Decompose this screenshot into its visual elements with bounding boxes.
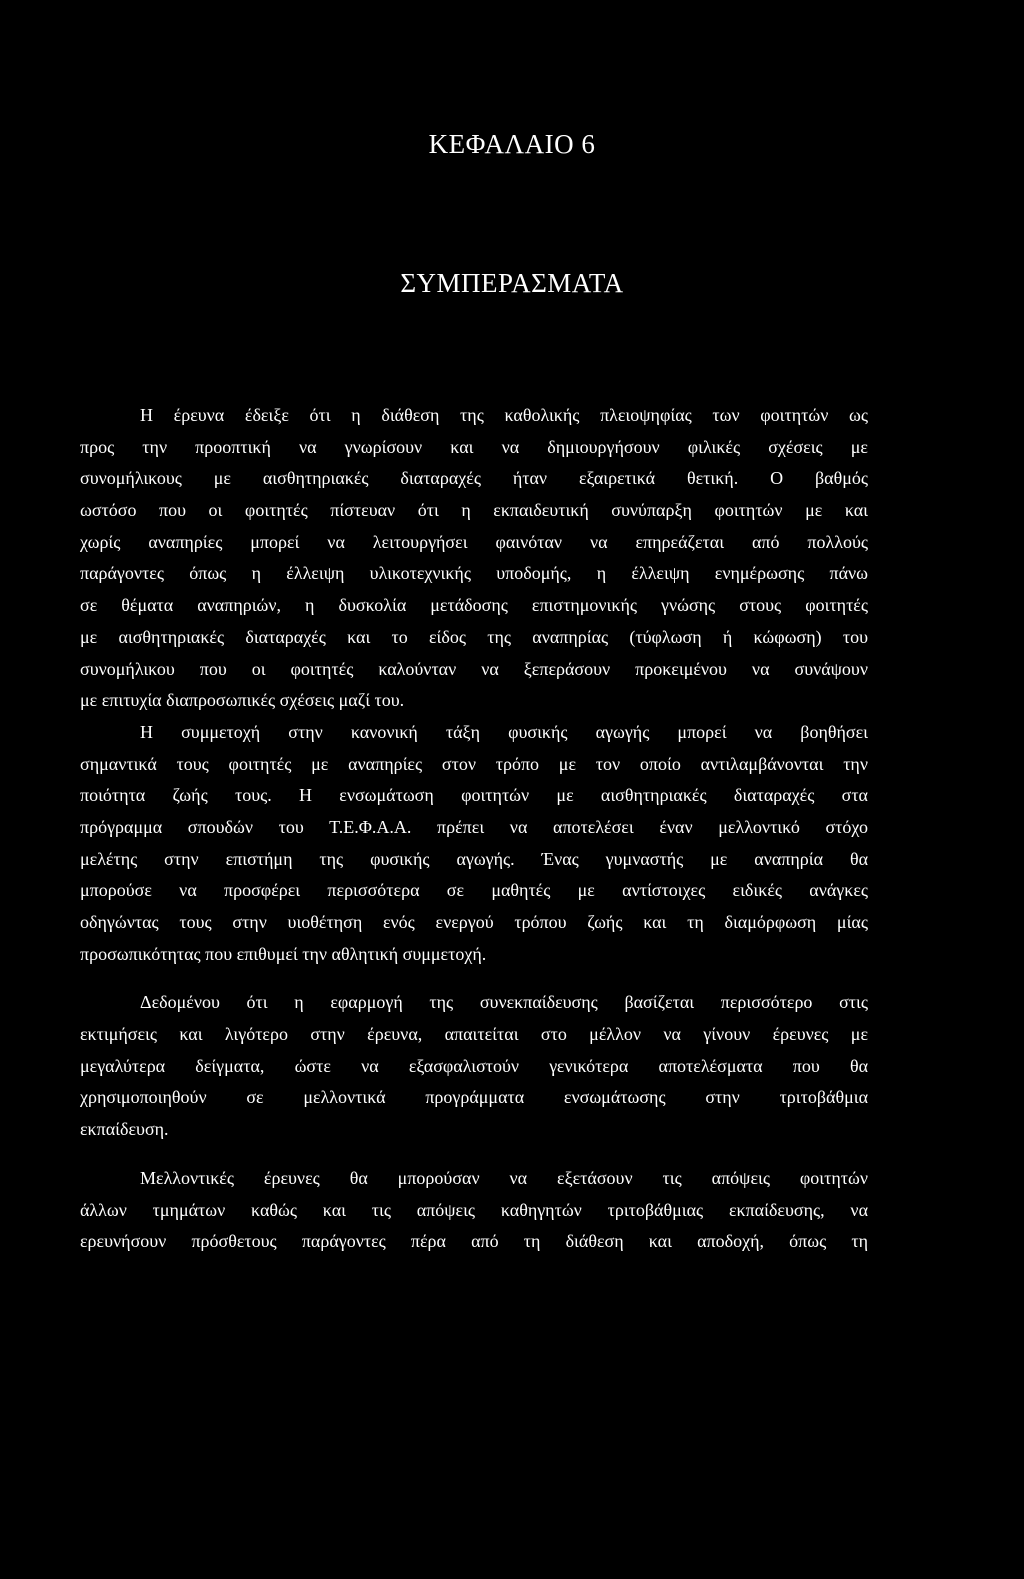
body-text [80, 400, 868, 1258]
paragraph-1 [80, 400, 868, 717]
text-line: χωρίς αναπηρίες μπορεί να λειτουργήσει φαινόταν να επηρεάζεται από πολλούς [80, 531, 868, 552]
text-line: μπορούσε να προσφέρει περισσότερα σε μαθητές με αντίστοιχες ειδικές ανάγκες [80, 880, 868, 901]
chapter-label: ΚΕΦΑΛΑΙΟ 6 [428, 129, 596, 159]
paragraph-4 [80, 1163, 868, 1258]
text-line: Η συμμετοχή στην κανονική τάξη φυσικής αγωγής μπορεί να βοηθήσει [140, 721, 868, 742]
text-line: μελέτης στην επιστήμη της φυσικής αγωγής. Ένας γυμναστής με αναπηρία θα [80, 848, 868, 869]
text-line: εκτιμήσεις και λιγότερο στην έρευνα, απαιτείται στο μέλλον να γίνουν έρευνες με [80, 1024, 868, 1045]
paragraph-2 [80, 717, 868, 971]
text-line: οδηγώντας τους στην υιοθέτηση ενός ενεργού τρόπου ζωής και τη διαμόρφωση μίας [80, 912, 868, 932]
chapter-title: ΣΥΜΠΕΡΑΣΜΑΤΑ [400, 268, 624, 298]
text-line: με επιτυχία διαπροσωπικές σχέσεις μαζί του. [80, 690, 405, 711]
text-line: εκπαίδευση. [80, 1119, 169, 1140]
text-line: σε θέματα αναπηριών, η δυσκολία μετάδοσης επιστημονικής γνώσης στους φοιτητές [80, 595, 868, 616]
paragraph-spacer [80, 970, 868, 987]
text-line: Η έρευνα έδειξε ότι η διάθεση της καθολικής πλειοψηφίας των φοιτητών ως [140, 405, 868, 425]
text-line: προσωπικότητας που επιθυμεί την αθλητική συμμετοχή. [80, 943, 487, 964]
text-line: συνομήλικους με αισθητηριακές διαταραχές ήταν εξαιρετικά θετική. Ο βαθμός [80, 468, 868, 489]
text-line: ωστόσο που οι φοιτητές πίστευαν ότι η εκπαιδευτική συνύπαρξη φοιτητών με και [80, 500, 868, 521]
text-line: Δεδομένου ότι η εφαρμογή της συνεκπαίδευσης βασίζεται περισσότερο στις [140, 992, 868, 1013]
text-line: προς την προοπτική να γνωρίσουν και να δημιουργήσουν φιλικές σχέσεις με [80, 436, 868, 457]
paragraph-spacer [80, 1146, 868, 1163]
text-line: ερευνήσουν πρόσθετους παράγοντες πέρα από τη διάθεση και αποδοχή, όπως τη [80, 1231, 868, 1252]
paragraph-3 [80, 987, 868, 1145]
text-line: συνομήλικου που οι φοιτητές καλούνταν να ξεπεράσουν προκειμένου να συνάψουν [80, 658, 868, 679]
text-line: πρόγραμμα σπουδών του Τ.Ε.Φ.Α.Α. πρέπει να αποτελέσει έναν μελλοντικό στόχο [80, 816, 868, 837]
text-line: παράγοντες όπως η έλλειψη υλικοτεχνικής υποδομής, η έλλειψη ενημέρωσης πάνω [80, 563, 868, 584]
text-line: ποιότητα ζωής τους. Η ενσωμάτωση φοιτητών με αισθητηριακές διαταραχές στα [80, 785, 868, 806]
text-line: με αισθητηριακές διαταραχές και το είδος της αναπηρίας (τύφλωση ή κώφωση) του [80, 626, 868, 647]
text-line: μεγαλύτερα δείγματα, ώστε να εξασφαλιστούν γενικότερα αποτελέσματα που θα [80, 1055, 868, 1076]
text-line: σημαντικά τους φοιτητές με αναπηρίες στον τρόπο με τον οποίο αντιλαμβάνονται την [80, 753, 868, 774]
text-line: άλλων τμημάτων καθώς και τις απόψεις καθηγητών τριτοβάθμιας εκπαίδευσης, να [80, 1199, 868, 1220]
text-line: χρησιμοποιηθούν σε μελλοντικά προγράμματα ενσωμάτωσης στην τριτοβάθμια [80, 1087, 868, 1108]
text-line: Μελλοντικές έρευνες θα μπορούσαν να εξετάσουν τις απόψεις φοιτητών [140, 1167, 868, 1188]
